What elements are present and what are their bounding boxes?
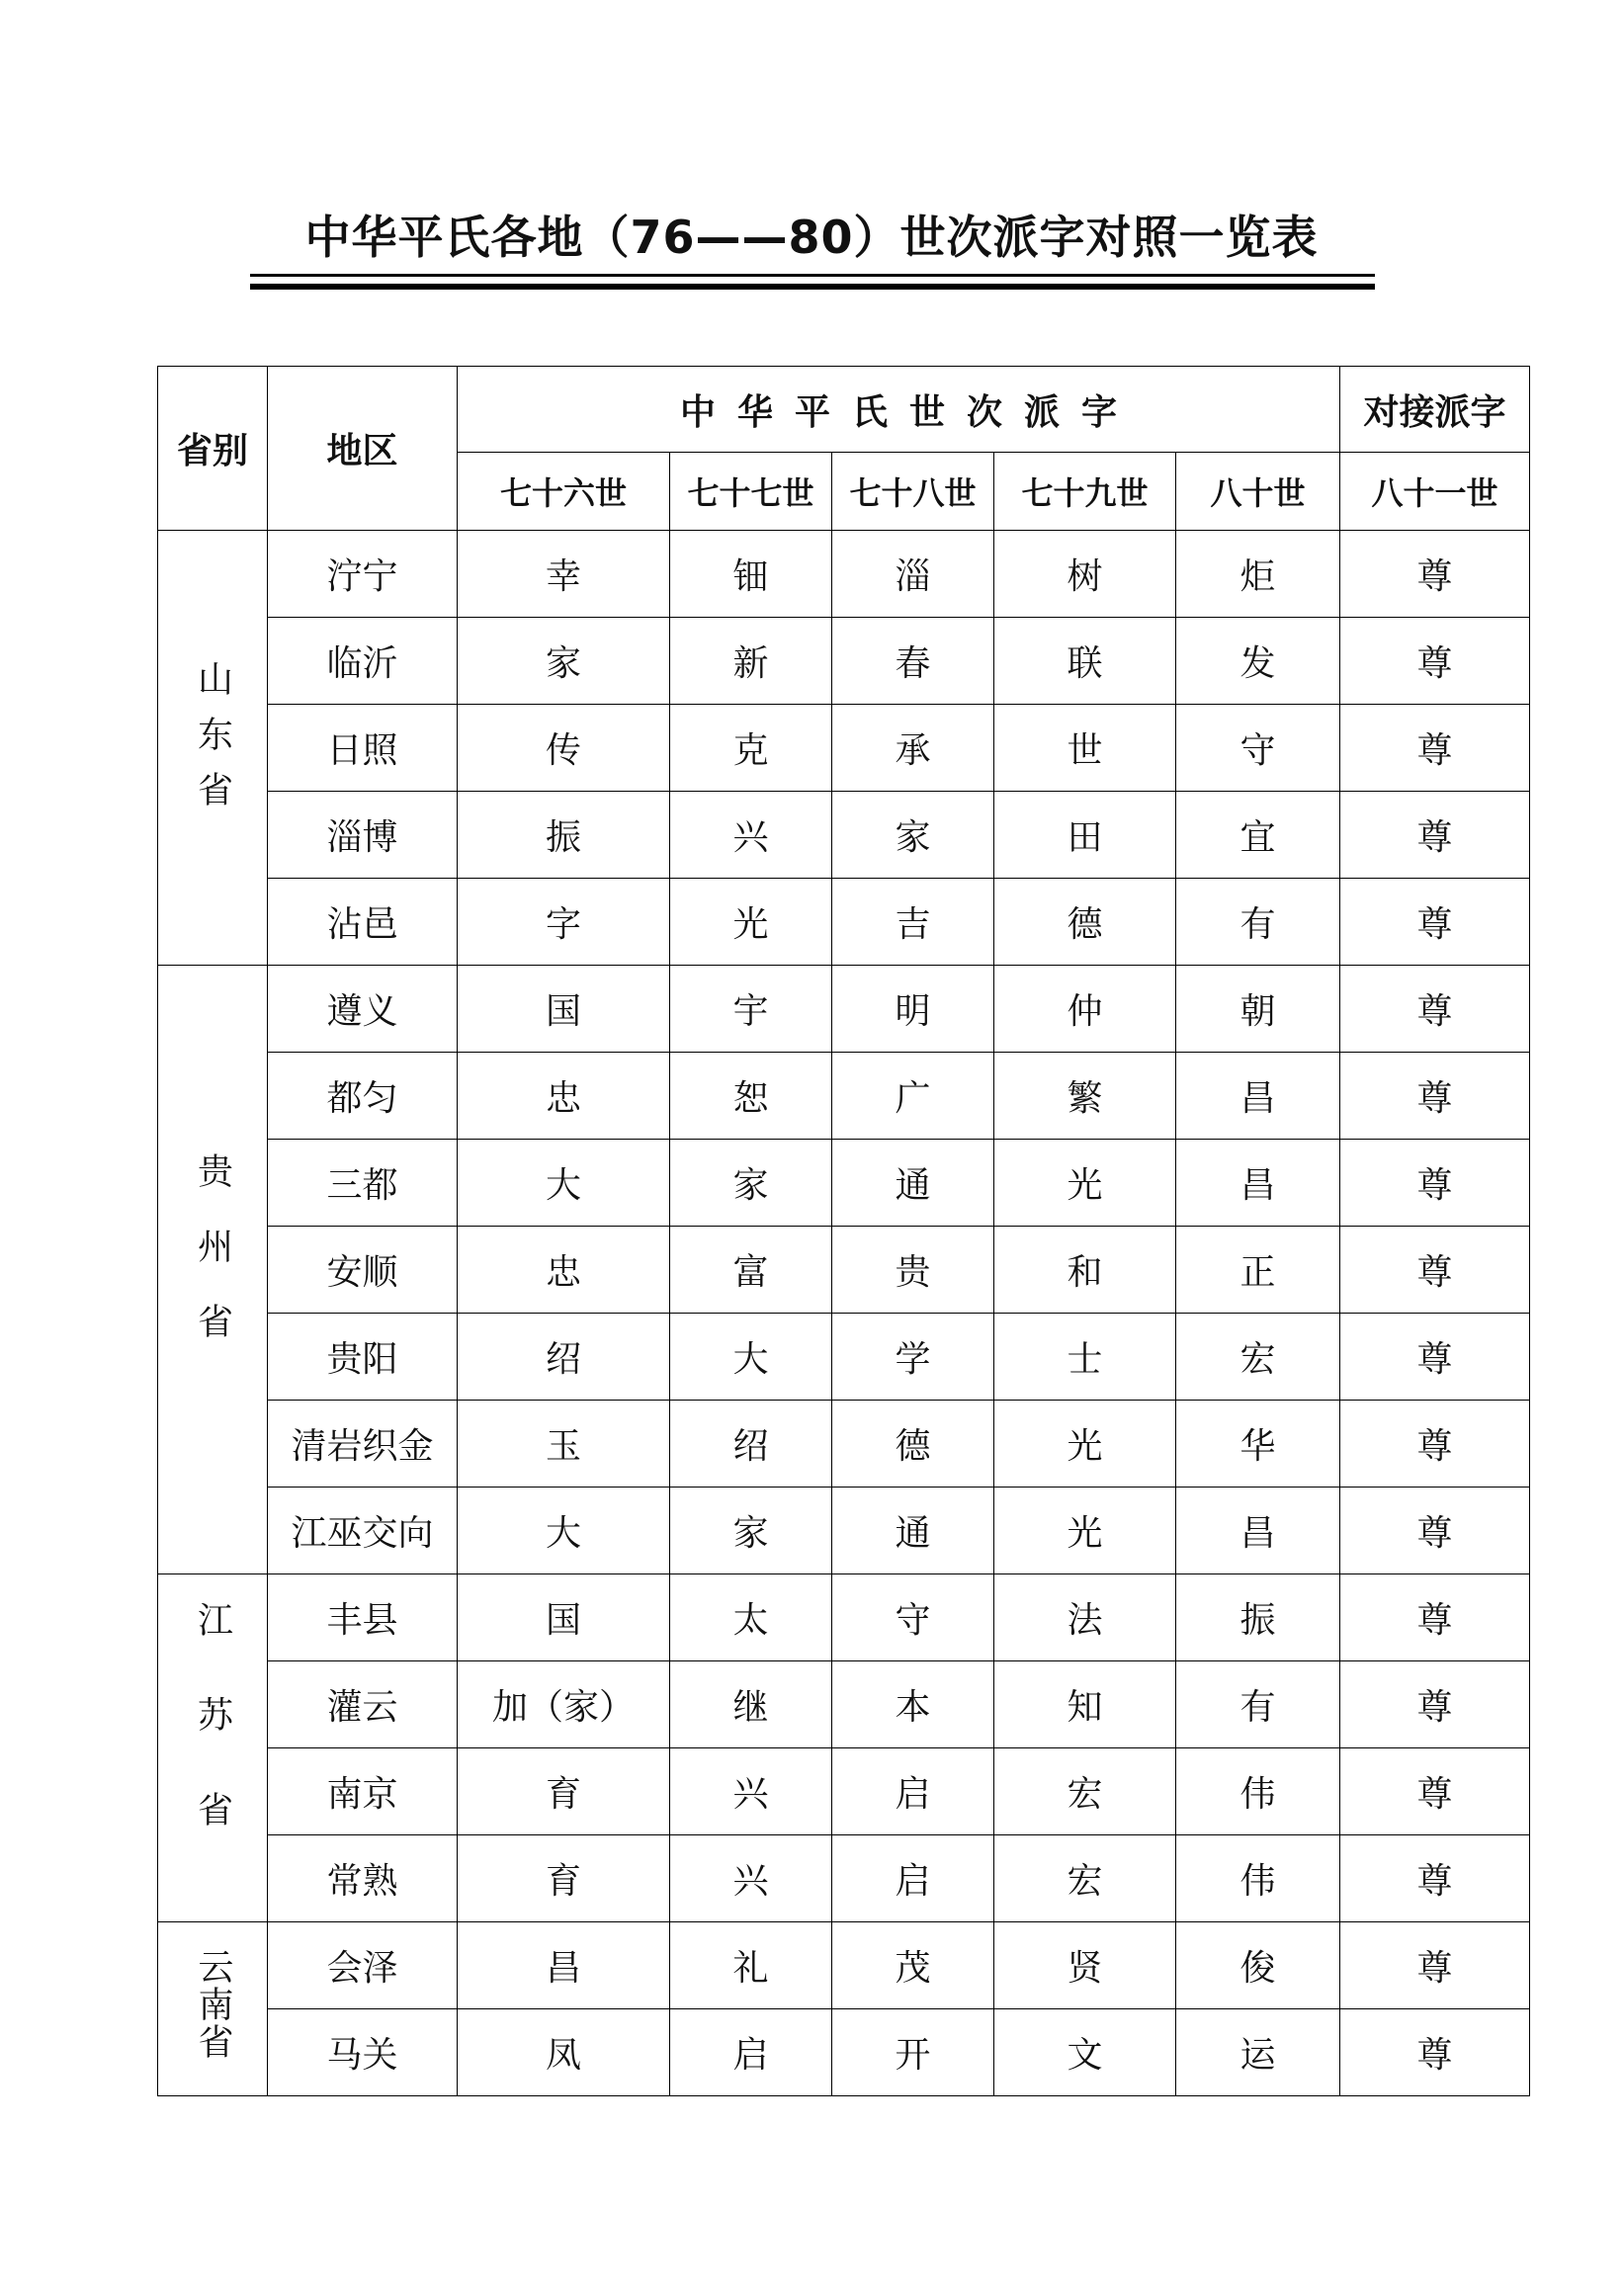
generation-char: 振 bbox=[458, 792, 670, 879]
generation-char: 启 bbox=[670, 2009, 832, 2096]
generation-char: 伟 bbox=[1176, 1835, 1340, 1922]
generation-char: 宏 bbox=[994, 1835, 1176, 1922]
table-row bbox=[158, 966, 1530, 1053]
header-link-generation: 八十一世 bbox=[1340, 453, 1530, 531]
province-cell bbox=[158, 966, 268, 1574]
generation-char: 联 bbox=[994, 618, 1176, 705]
generation-char: 发 bbox=[1176, 618, 1340, 705]
generation-char: 克 bbox=[670, 705, 832, 792]
header-generation: 八十世 bbox=[1176, 453, 1340, 531]
region-cell: 灌云 bbox=[268, 1661, 458, 1748]
generation-char: 家 bbox=[670, 1488, 832, 1574]
table-row bbox=[158, 1574, 1530, 1661]
table-row bbox=[158, 1401, 1530, 1488]
link-char: 尊 bbox=[1340, 1748, 1530, 1835]
generation-char: 昌 bbox=[458, 1922, 670, 2009]
generation-char: 昌 bbox=[1176, 1140, 1340, 1227]
generation-char: 昌 bbox=[1176, 1053, 1340, 1140]
generation-char: 恕 bbox=[670, 1053, 832, 1140]
link-char: 尊 bbox=[1340, 2009, 1530, 2096]
table-row bbox=[158, 1661, 1530, 1748]
generation-char: 振 bbox=[1176, 1574, 1340, 1661]
region-cell: 遵义 bbox=[268, 966, 458, 1053]
generation-char: 通 bbox=[832, 1140, 994, 1227]
region-cell: 安顺 bbox=[268, 1227, 458, 1314]
generation-char: 兴 bbox=[670, 792, 832, 879]
link-char: 尊 bbox=[1340, 1922, 1530, 2009]
province-cell bbox=[158, 1574, 268, 1922]
table-row bbox=[158, 1314, 1530, 1401]
generation-char: 吉 bbox=[832, 879, 994, 966]
generation-char: 昌 bbox=[1176, 1488, 1340, 1574]
table-row bbox=[158, 1488, 1530, 1574]
generation-char: 绍 bbox=[458, 1314, 670, 1401]
region-cell: 淄博 bbox=[268, 792, 458, 879]
generation-char: 家 bbox=[832, 792, 994, 879]
region-cell: 都匀 bbox=[268, 1053, 458, 1140]
region-cell: 会泽 bbox=[268, 1922, 458, 2009]
generation-char: 玉 bbox=[458, 1401, 670, 1488]
generation-char: 钿 bbox=[670, 531, 832, 618]
region-cell: 丰县 bbox=[268, 1574, 458, 1661]
generation-char: 贤 bbox=[994, 1922, 1176, 2009]
generation-char: 开 bbox=[832, 2009, 994, 2096]
generation-char: 世 bbox=[994, 705, 1176, 792]
generation-char: 广 bbox=[832, 1053, 994, 1140]
generation-char: 忠 bbox=[458, 1053, 670, 1140]
header-generation: 七十八世 bbox=[832, 453, 994, 531]
region-cell: 三都 bbox=[268, 1140, 458, 1227]
generation-char: 太 bbox=[670, 1574, 832, 1661]
table-row bbox=[158, 618, 1530, 705]
generation-char: 德 bbox=[832, 1401, 994, 1488]
header-generation-group: 中华平氏世次派字 bbox=[458, 367, 1340, 453]
title-underline-thick bbox=[250, 284, 1375, 290]
generation-char: 育 bbox=[458, 1748, 670, 1835]
generation-char: 运 bbox=[1176, 2009, 1340, 2096]
table-row bbox=[158, 792, 1530, 879]
link-char: 尊 bbox=[1340, 705, 1530, 792]
generation-char: 国 bbox=[458, 966, 670, 1053]
generation-char: 大 bbox=[670, 1314, 832, 1401]
region-cell: 南京 bbox=[268, 1748, 458, 1835]
generation-char: 树 bbox=[994, 531, 1176, 618]
generation-char: 大 bbox=[458, 1140, 670, 1227]
region-cell: 常熟 bbox=[268, 1835, 458, 1922]
link-char: 尊 bbox=[1340, 1574, 1530, 1661]
table-row bbox=[158, 2009, 1530, 2096]
generation-char: 启 bbox=[832, 1835, 994, 1922]
header-row-1 bbox=[158, 367, 1530, 453]
generation-char: 炬 bbox=[1176, 531, 1340, 618]
header-link: 对接派字 bbox=[1340, 367, 1530, 453]
link-char: 尊 bbox=[1340, 1314, 1530, 1401]
table-row bbox=[158, 1140, 1530, 1227]
generation-char: 国 bbox=[458, 1574, 670, 1661]
province-cell bbox=[158, 531, 268, 966]
generation-char: 绍 bbox=[670, 1401, 832, 1488]
generation-char: 田 bbox=[994, 792, 1176, 879]
link-char: 尊 bbox=[1340, 1227, 1530, 1314]
generation-chart-table bbox=[157, 366, 1530, 2096]
region-cell: 马关 bbox=[268, 2009, 458, 2096]
generation-char: 俊 bbox=[1176, 1922, 1340, 2009]
generation-char: 宏 bbox=[1176, 1314, 1340, 1401]
header-province: 省别 bbox=[158, 367, 268, 531]
header-generation: 七十七世 bbox=[670, 453, 832, 531]
table-row bbox=[158, 705, 1530, 792]
region-cell: 沾邑 bbox=[268, 879, 458, 966]
table-row bbox=[158, 1748, 1530, 1835]
province-name: 贵州省 bbox=[192, 1152, 233, 1378]
link-char: 尊 bbox=[1340, 792, 1530, 879]
generation-char: 兴 bbox=[670, 1835, 832, 1922]
generation-char: 宜 bbox=[1176, 792, 1340, 879]
region-cell: 贵阳 bbox=[268, 1314, 458, 1401]
generation-char: 富 bbox=[670, 1227, 832, 1314]
link-char: 尊 bbox=[1340, 618, 1530, 705]
table-row bbox=[158, 531, 1530, 618]
table-row bbox=[158, 879, 1530, 966]
generation-char: 知 bbox=[994, 1661, 1176, 1748]
generation-char: 字 bbox=[458, 879, 670, 966]
table-row bbox=[158, 1922, 1530, 2009]
province-name: 山东省 bbox=[192, 660, 233, 826]
generation-char: 兴 bbox=[670, 1748, 832, 1835]
generation-char: 法 bbox=[994, 1574, 1176, 1661]
generation-char: 正 bbox=[1176, 1227, 1340, 1314]
table-row bbox=[158, 1053, 1530, 1140]
generation-char: 本 bbox=[832, 1661, 994, 1748]
link-char: 尊 bbox=[1340, 1401, 1530, 1488]
generation-char: 凤 bbox=[458, 2009, 670, 2096]
generation-char: 茂 bbox=[832, 1922, 994, 2009]
generation-char: 士 bbox=[994, 1314, 1176, 1401]
generation-char: 淄 bbox=[832, 531, 994, 618]
generation-char: 家 bbox=[458, 618, 670, 705]
generation-char: 礼 bbox=[670, 1922, 832, 2009]
generation-char: 宇 bbox=[670, 966, 832, 1053]
generation-char: 伟 bbox=[1176, 1748, 1340, 1835]
link-char: 尊 bbox=[1340, 1140, 1530, 1227]
generation-char: 大 bbox=[458, 1488, 670, 1574]
generation-char: 光 bbox=[994, 1488, 1176, 1574]
link-char: 尊 bbox=[1340, 879, 1530, 966]
generation-char: 启 bbox=[832, 1748, 994, 1835]
header-generation: 七十六世 bbox=[458, 453, 670, 531]
generation-char: 守 bbox=[832, 1574, 994, 1661]
generation-char: 通 bbox=[832, 1488, 994, 1574]
generation-char: 文 bbox=[994, 2009, 1176, 2096]
generation-char: 和 bbox=[994, 1227, 1176, 1314]
generation-char: 家 bbox=[670, 1140, 832, 1227]
generation-char: 光 bbox=[670, 879, 832, 966]
header-generation: 七十九世 bbox=[994, 453, 1176, 531]
generation-char: 仲 bbox=[994, 966, 1176, 1053]
generation-char: 守 bbox=[1176, 705, 1340, 792]
generation-char: 育 bbox=[458, 1835, 670, 1922]
generation-char: 德 bbox=[994, 879, 1176, 966]
generation-char: 加（家） bbox=[458, 1661, 670, 1748]
link-char: 尊 bbox=[1340, 1053, 1530, 1140]
region-cell: 泞宁 bbox=[268, 531, 458, 618]
generation-char: 有 bbox=[1176, 879, 1340, 966]
generation-char: 承 bbox=[832, 705, 994, 792]
table-header bbox=[158, 367, 1530, 531]
table-row bbox=[158, 1227, 1530, 1314]
generation-char: 有 bbox=[1176, 1661, 1340, 1748]
generation-char: 学 bbox=[832, 1314, 994, 1401]
link-char: 尊 bbox=[1340, 1661, 1530, 1748]
link-char: 尊 bbox=[1340, 1488, 1530, 1574]
generation-char: 宏 bbox=[994, 1748, 1176, 1835]
province-cell bbox=[158, 1922, 268, 2096]
generation-char: 繁 bbox=[994, 1053, 1176, 1140]
province-name: 江苏省 bbox=[192, 1601, 233, 1886]
generation-char: 新 bbox=[670, 618, 832, 705]
generation-char: 光 bbox=[994, 1140, 1176, 1227]
title-underline-thin bbox=[250, 274, 1375, 277]
generation-char: 光 bbox=[994, 1401, 1176, 1488]
generation-char: 贵 bbox=[832, 1227, 994, 1314]
table-body bbox=[158, 531, 1530, 2096]
generation-char: 春 bbox=[832, 618, 994, 705]
region-cell: 日照 bbox=[268, 705, 458, 792]
page-title: 中华平氏各地（76——80）世次派字对照一览表 bbox=[304, 211, 1319, 264]
generation-char: 幸 bbox=[458, 531, 670, 618]
region-cell: 清岩织金 bbox=[268, 1401, 458, 1488]
province-name: 云南省 bbox=[193, 1948, 233, 2061]
generation-char: 朝 bbox=[1176, 966, 1340, 1053]
link-char: 尊 bbox=[1340, 1835, 1530, 1922]
header-region: 地区 bbox=[268, 367, 458, 531]
generation-char: 明 bbox=[832, 966, 994, 1053]
link-char: 尊 bbox=[1340, 966, 1530, 1053]
table-row bbox=[158, 1835, 1530, 1922]
generation-char: 传 bbox=[458, 705, 670, 792]
generation-char: 忠 bbox=[458, 1227, 670, 1314]
generation-char: 继 bbox=[670, 1661, 832, 1748]
region-cell: 江巫交向 bbox=[268, 1488, 458, 1574]
generation-char: 华 bbox=[1176, 1401, 1340, 1488]
link-char: 尊 bbox=[1340, 531, 1530, 618]
region-cell: 临沂 bbox=[268, 618, 458, 705]
